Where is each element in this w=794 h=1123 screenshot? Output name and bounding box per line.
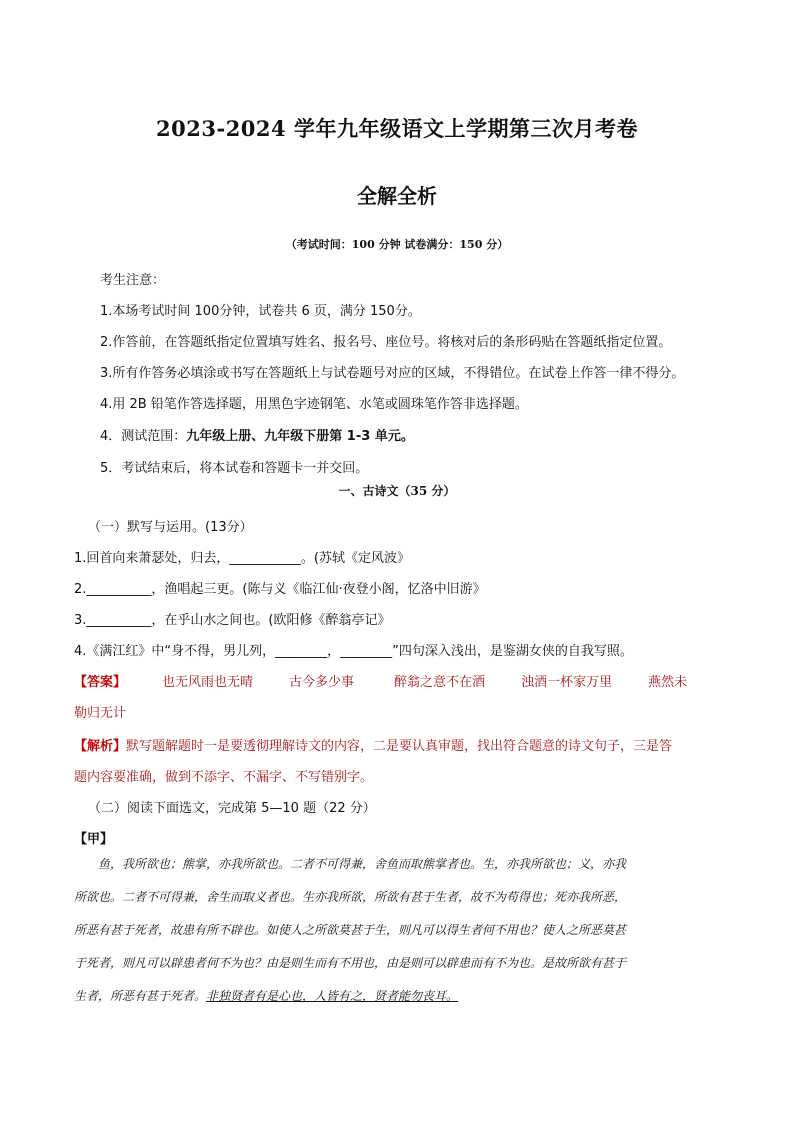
notes-heading: 考生注意： (100, 273, 166, 288)
analysis-label: 【解析】 (74, 739, 127, 754)
exam-subtitle: 全解全析 (357, 184, 437, 208)
part2-heading: （二）阅读下面选文，完成第 5—10 题（22 分） (88, 801, 376, 816)
underlined-sentence: 非独贤者有是心也，人皆有之，贤者能勿丧耳。 (206, 989, 459, 1003)
notes-item: 1.本场考试时间 100分钟，试卷共 6 页，满分 150分。 (100, 304, 421, 319)
notes-item: 5．考试结束后，将本试卷和答题卡一并交回。 (100, 461, 369, 476)
answer-item: 浊酒一杯家万里 (521, 675, 613, 690)
answer-label: 【答案】 (74, 675, 127, 690)
analysis-text: 默写题解题时一是要透彻理解诗文的内容，二是要认真审题，找出符合题意的诗文句子，三是答 (126, 739, 673, 754)
notes-item: 4.用 2B 铅笔作答选择题，用黑色字迹钢笔、水笔或圆珠笔作答非选择题。 (100, 397, 528, 412)
question-3: 3.__________，在乎山水之间也。(欧阳修《醉翁亭记》 (74, 613, 391, 628)
exam-title: 2023-2024 学年九年级语文上学期第三次月考卷 (156, 116, 638, 141)
passage-line: 于死者，则凡可以辟患者何不为也？由是则生而有不用也，由是则可以辟患而有不为也。是故所欲有甚于 (74, 956, 627, 970)
passage-line: 鱼，我所欲也；熊掌，亦我所欲也。二者不可得兼，舍鱼而取熊掌者也。生，亦我所欲也；义，亦我 (98, 857, 627, 871)
analysis-text: 题内容要准确，做到不添字、不漏字、不写错别字。 (74, 770, 374, 785)
passage-text: 生者，所恶有甚于死者。 (74, 989, 207, 1003)
section-heading: 一、古诗文（35 分） (338, 484, 456, 498)
answer-item: 古今多少事 (289, 675, 355, 690)
part1-heading: （一）默写与运用。(13分） (88, 520, 253, 535)
analysis-row (74, 735, 672, 754)
scope-label: 4．测试范围： (100, 429, 187, 444)
answer-row (74, 671, 687, 690)
question-4: 4.《满江红》中“身不得，男儿列，________，________”四句深入浅出，是鉴湖女侠的自我写照。 (74, 644, 633, 659)
question-1: 1.回首向来萧瑟处，归去，___________。(苏轼《定风波》 (74, 551, 410, 566)
passage-line: 所恶有甚于死者，故患有所不辟也。如使人之所欲莫甚于生，则凡可以得生者何不用也？使人之所恶莫甚 (74, 923, 627, 937)
notes-item: 2.作答前，在答题纸指定位置填写姓名、报名号、座位号。将核对后的条形码贴在答题纸指定位置。 (100, 335, 672, 350)
passage-last-line (74, 980, 724, 1013)
answer-item: 也无风雨也无晴 (162, 675, 254, 690)
answer-item: 燕然未 (648, 675, 688, 690)
passage-line: 所欲也。二者不可得兼，舍生而取义者也。生亦我所欲，所欲有甚于生者，故不为苟得也；死亦我所恶， (74, 890, 627, 904)
notes-item-scope (100, 425, 414, 444)
exam-info: （考试时间：100 分钟 试卷满分：150 分） (285, 238, 509, 251)
passage-label: 【甲】 (74, 832, 114, 847)
scope-value: 九年级上册、九年级下册第 1-3 单元。 (186, 429, 414, 444)
notes-item: 3.所有作答务必填涂或书写在答题纸上与试卷题号对应的区域，不得错位。在试卷上作答一律不得分。 (100, 366, 685, 381)
answer-item: 醉翁之意不在酒 (394, 675, 486, 690)
answer-continued: 勒归无计 (74, 706, 127, 721)
question-2: 2.__________，渔唱起三更。(陈与义《临江仙·夜登小阁，忆洛中旧游》 (74, 582, 486, 597)
classical-passage (74, 848, 724, 1013)
